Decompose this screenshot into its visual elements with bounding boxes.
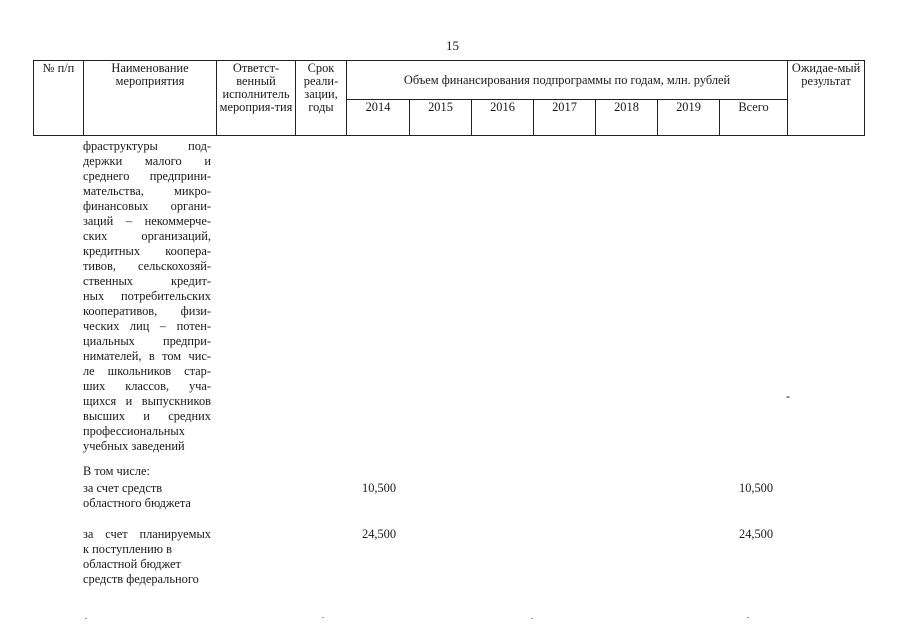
federal-funds-label	[83, 527, 218, 587]
description-line: мательства, микро-	[83, 184, 211, 198]
regional-amount-total: 10,500	[739, 481, 774, 495]
scan-speck	[322, 617, 324, 618]
measure-description	[83, 139, 211, 454]
header-name: Наименование мероприятия	[84, 61, 217, 136]
description-line: кредитных коопера-	[83, 244, 211, 258]
description-line: учебных заведений	[83, 439, 185, 453]
header-responsible: Ответст-венный исполнитель мероприя-тия	[217, 61, 296, 136]
regional-budget-label	[83, 481, 218, 511]
description-line: ших классов, уча-	[83, 379, 211, 393]
description-line: щихся и выпускников	[83, 394, 211, 408]
description-line: ных потребительских	[83, 289, 211, 303]
header-year-2017: 2017	[534, 100, 596, 136]
regional-line: областного бюджета	[83, 496, 191, 510]
header-year-2016: 2016	[472, 100, 534, 136]
header-financing: Объем финансирования подпрограммы по годам, млн. рублей	[347, 61, 788, 100]
description-line: среднего предприни-	[83, 169, 211, 183]
description-line: ских организаций,	[83, 229, 211, 243]
federal-line: к поступлению в	[83, 542, 172, 556]
scan-speck	[531, 618, 533, 619]
regional-line: за счет средств	[83, 481, 163, 495]
description-line: финансовых органи-	[83, 199, 211, 213]
description-line: ственных кредит-	[83, 274, 211, 288]
result-dash: -	[786, 389, 791, 403]
description-line: кооперативов, физи-	[83, 304, 211, 318]
header-total: Всего	[720, 100, 788, 136]
page-number: 15	[446, 38, 459, 53]
description-line: фраструктуры под-	[83, 139, 211, 153]
regional-amount-2014: 10,500	[362, 481, 397, 495]
description-line: высших и средних	[83, 409, 211, 423]
federal-line: за счет планируемых	[83, 527, 211, 541]
table-header	[33, 60, 865, 136]
federal-amount-2014: 24,500	[362, 527, 397, 541]
federal-line: областной бюджет	[83, 557, 181, 571]
description-line: ческих лиц – потен-	[83, 319, 211, 333]
description-line: нимателей, в том чис-	[83, 349, 211, 363]
description-line: ле школьников стар-	[83, 364, 211, 378]
description-line: тивов, сельскохозяй-	[83, 259, 211, 273]
description-line: держки малого и	[83, 154, 211, 168]
header-year-2015: 2015	[410, 100, 472, 136]
header-year-2019: 2019	[658, 100, 720, 136]
description-line: заций – некоммерче-	[83, 214, 211, 228]
description-line: циальных предпри-	[83, 334, 211, 348]
federal-line: средств федерального	[83, 572, 199, 586]
scan-speck	[747, 617, 749, 618]
header-year-2014: 2014	[347, 100, 410, 136]
header-term: Срок реали-зации, годы	[296, 61, 347, 136]
header-year-2018: 2018	[596, 100, 658, 136]
federal-amount-total: 24,500	[739, 527, 774, 541]
header-result: Ожидае-мый результат	[788, 61, 865, 136]
description-line: профессиональных	[83, 424, 185, 438]
scan-speck	[85, 618, 87, 619]
header-num: № п/п	[34, 61, 84, 136]
including-label: В том числе:	[83, 464, 150, 478]
